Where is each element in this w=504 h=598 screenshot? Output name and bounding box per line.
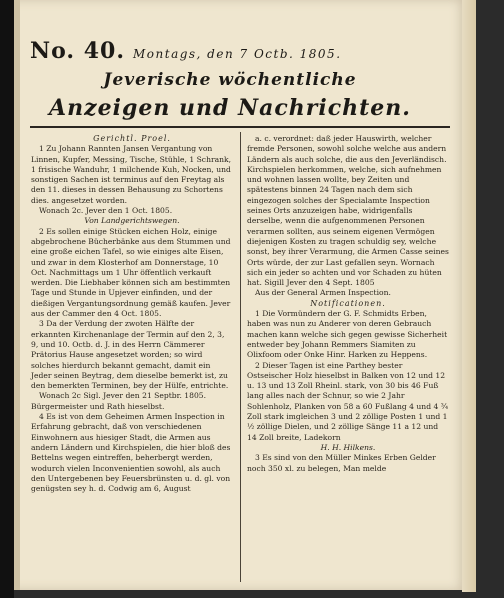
newspaper-title-line1: Jeverische wöchentliche [103, 70, 357, 90]
notice-paragraph: 3 Es sind von den Müller Minkes Erben Gelder noch 350 xl. zu belegen, Man melde [247, 453, 436, 473]
notice-paragraph: Aus der General Armen Inspection. [255, 288, 391, 298]
column-divider [240, 132, 241, 582]
page-edge [462, 0, 476, 592]
notice-paragraph: 4 Es ist von dem Geheimen Armen Inspection in Erfahrung gebracht, daß von verschiedenen Einwohnern aus hiesiger Stadt, die Armen aus andern Ländern und Kirchspielen, die hier bloß des Bettelns wegen eintreffen, beherbergt werden, wodurch vielen Inconvenientien sowohl, als auch den Untergebenen bey Feuersbrünsten u. d. gl. von genügsten sey h. d. Codwig am 6, August [31, 412, 231, 494]
masthead [30, 38, 360, 64]
section-heading: Notificationen. [310, 298, 386, 308]
newspaper-title-line2: Anzeigen und Nachrichten. [49, 95, 411, 121]
notice-paragraph: 1 Die Vormündern der G. F. Schmidts Erben, haben was nun zu Anderer von deren Gebrauch machen kann welche sich gegen gewisse Sicherheit entweder bey Johann Remmers Siamiten zu Olixfoom oder Onke Hinr. Harken zu Heppens. [247, 309, 448, 360]
page-gutter [14, 0, 20, 590]
scan-left-border [0, 0, 14, 598]
notice-paragraph: Wonach 2c. Jever den 1 Oct. 1805. [39, 206, 173, 216]
section-heading: Gerichtl. Proel. [93, 134, 171, 143]
header-rule [30, 126, 450, 128]
issue-number: No. 40. [30, 38, 125, 64]
issue-date: Montags, den 7 Octb. 1805. [133, 47, 342, 61]
left-column [31, 134, 233, 494]
notice-paragraph: 2 Dieser Tagen ist eine Parthey bester Ostseischer Holz hieselbst in Balken von 12 und 12 u. 13 und 13 Zoll Rheinl. stark, von 30 bis 46 Fuß lang alles nach der Schnur, so wie 2 Jahr Sohlenholz, Planken von 58 a 60 Fußlang 4 und 4 ¾ Zoll stark imgleichen 3 und 2 zöllige Posten 1 und 1 ½ zöllige Dielen, und 2 zöllige Sänge 11 a 12 und 14 Zoll breite, Ladekorn [247, 360, 449, 442]
notice-paragraph: 3 Da der Verdung der zwoten Hälfte der erkannten Kirchenanlage der Termin auf den 2, 3, 9, und 10. Octb. d. J. in des Herrn Cämmerer Prätorius Hause angesetzet worden; so wird solches hierdurch bekannt gemacht, damit ein Jeder seinen Beytrag, dem dieselbe bemerkt ist, zu den bemerkten Terminen, bey der Hülfe, entrichte. [31, 319, 229, 391]
signature-line: H. H. Hilkens. [320, 442, 376, 452]
signature-line: Von Landgerichtswegen. [84, 216, 180, 226]
notice-paragraph: 1 Zu Johann Rannten Jansen Vergantung von Linnen, Kupfer, Messing, Tische, Stühle, 1 Schrank, 1 frisische Wanduhr, 1 milchende Kuh, Nocken, und sonstigen Sachen ist terminus auf den Freytag als den 11. dieses in dessen Behausung zu Schortens dies. angesetzet worden. [31, 144, 232, 205]
notice-paragraph: Wonach 2c Sigl. Jever den 21 Septbr. 1805. Bürgermeister und Rath hieselbst. [31, 391, 207, 411]
notice-paragraph: a. c. verordnet: daß jeder Hauswirth, welcher fremde Personen, sowohl solche welche aus andern Ländern als auch solche, die aus den Jeverländisch. Kirchspielen herkommen, welche, sich aufnehmen und wohnen lassen wollte, bey Zeiten und spätestens binnen 24 Tagen nach dem sich eingezogen solches der Specialamte Inspection seines Orts anzuzeigen habe, widrigenfalls derselbe, wenn die aufgenommenen Personen verarmen sollten, aus seinem eigenen Vermögen diejenigen Kosten zu tragen schuldig sey, welche sonst, bey ihrer Verarmung, die Armen Casse seines Orts würde, der zur Last gefallen seyn. Wornach sich ein jeder so achten und vor Schaden zu hüten hat. Sigill Jever den 4 Sept. 1805 [247, 134, 449, 288]
notice-paragraph: 2 Es sollen einige Stücken eichen Holz, einige abgebrochene Bücherbänke aus dem Stummen und eine große eichen Tafel, so wie einiges alte Eisen, und zwar in dem Klosterhof am Donnerstage, 10 Oct. Nachmittags um 1 Uhr öffentlich verkauft werden. Die Liebhaber können sich am bestimmten Tage und Stunde in Upjever einfinden, und der dießigen Vergantungsordnung gemäß kaufen. Jever aus der Cammer den 4 Oct. 1805. [31, 226, 231, 319]
right-column [247, 134, 449, 474]
